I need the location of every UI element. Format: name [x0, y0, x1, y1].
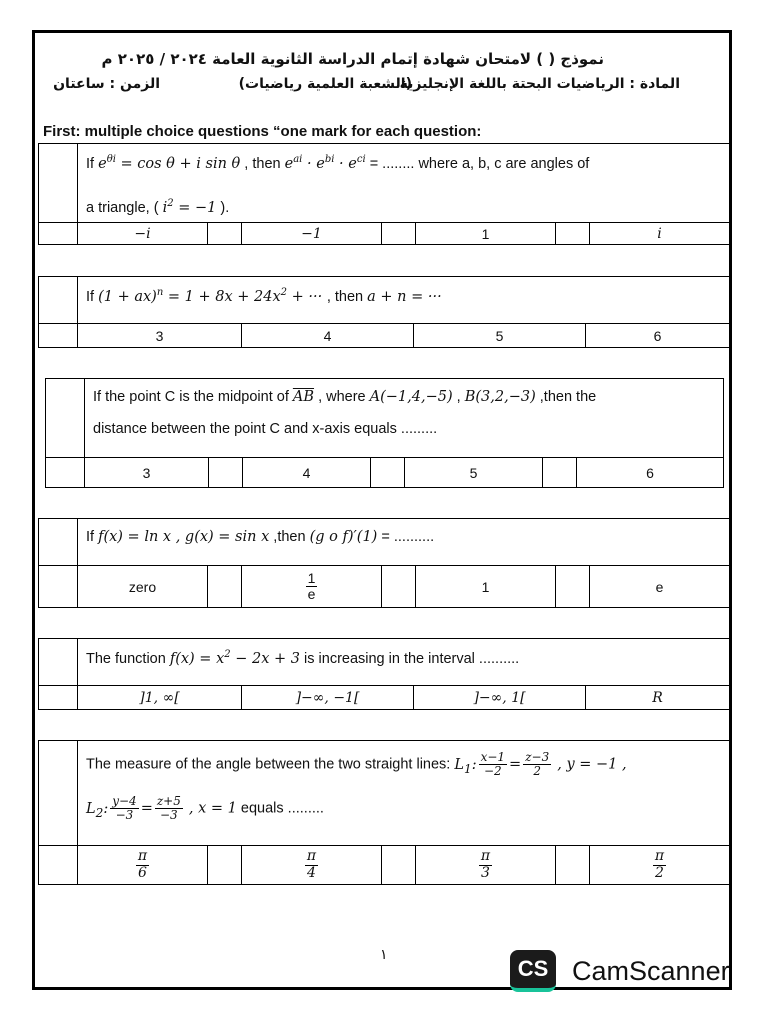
option-b[interactable]: 4: [241, 324, 413, 347]
branch-label: (الشعبة العلمية رياضيات): [238, 76, 412, 92]
question-3: [45, 378, 724, 488]
question-text: = ........ where a, b, c are angles of: [369, 155, 590, 172]
option-c[interactable]: 5: [404, 458, 542, 487]
options-row: [39, 845, 729, 884]
camscanner-logo-icon: CS: [510, 950, 556, 992]
question-text: ,then: [273, 529, 306, 545]
question-stem: The measure of the angle between the two straight lines: $L_1$: $\frac{x-1}{-2}$ = $\frac{z-3}{2}$ , y = −1 , $L_2$: $\frac{y-4}{-3}$ = $\frac{z+5}{-3}$ , x = 1 equals .........: [77, 741, 729, 845]
question-text: is increasing in the interval ..........: [304, 650, 520, 667]
question-5: [38, 638, 730, 710]
option-a[interactable]: 3: [84, 458, 208, 487]
options-row: [39, 685, 729, 709]
question-text: , where: [318, 389, 366, 405]
question-1: [38, 143, 730, 245]
option-a[interactable]: ]1, ∞[: [77, 686, 241, 709]
option-c[interactable]: ]−∞, 1[: [413, 686, 585, 709]
option-c[interactable]: $\frac{\pi}{3}$: [415, 846, 555, 884]
question-text: distance between the point C and x-axis equals .........: [93, 421, 438, 437]
question-stem: If $e^{\theta i} = \cos \theta + i$ sin θ , then $e^{ai} \cdot e^{bi} \cdot e^{ci}$ = ........ where a, b, c are angles of a triangle, ( $i^2 = -1$ ).: [77, 144, 729, 222]
question-text: The function: [86, 650, 166, 667]
question-stem: If $(1 + ax)^n = 1 + 8x + 24x^2$ + ··· , then a + n = ···: [77, 277, 729, 323]
option-a[interactable]: −i: [77, 223, 207, 244]
question-2: [38, 276, 730, 348]
option-d[interactable]: i: [589, 223, 729, 244]
option-d[interactable]: e: [589, 566, 729, 607]
option-b[interactable]: 4: [242, 458, 370, 487]
question-stem: If f(x) = ln x , g(x) = sin x ,then (g o f)′(1) = ..........: [77, 519, 729, 565]
exam-title: نموذج ( ) لامتحان شهادة إتمام الدراسة الثانوية العامة ٢٠٢٤ / ٢٠٢٥ م: [101, 50, 604, 68]
option-d[interactable]: R: [585, 686, 729, 709]
option-b[interactable]: [241, 566, 381, 607]
option-a[interactable]: $\frac{\pi}{6}$: [77, 846, 207, 884]
option-c[interactable]: 1: [415, 566, 555, 607]
question-text: ,then the: [539, 389, 597, 405]
options-row: [39, 222, 729, 244]
option-d[interactable]: 6: [576, 458, 723, 487]
question-stem: If the point C is the midpoint of $\overline{AB}$ , where A(−1,4,−5) , B(3,2,−3) ,then the distance between the point C and x-axis equals .........: [84, 379, 723, 457]
section-title: First: multiple choice questions “one mark for each question:: [43, 123, 482, 140]
option-a[interactable]: zero: [77, 566, 207, 607]
option-d[interactable]: $\frac{\pi}{2}$: [589, 846, 729, 884]
fraction-one-over-e: $\frac{1}{e}$: [307, 569, 316, 602]
question-text: = ..........: [381, 529, 435, 545]
question-text: a triangle, (: [86, 199, 159, 216]
subject-label: المادة : الرياضيات البحتة باللغة الإنجليزية: [399, 76, 680, 92]
question-stem: The function $f(x) = x^2 - 2x + 3$ is increasing in the interval ..........: [77, 639, 729, 685]
options-row: [46, 457, 723, 487]
options-row: [39, 323, 729, 347]
option-a[interactable]: 3: [77, 324, 241, 347]
time-label: الزمن : ساعتان: [53, 76, 160, 92]
option-b[interactable]: ]−∞, −1[: [241, 686, 413, 709]
question-6: [38, 740, 730, 885]
question-4: [38, 518, 730, 608]
option-c[interactable]: 1: [415, 223, 555, 244]
question-text: If the point C is the midpoint of: [93, 389, 289, 405]
question-text: The measure of the angle between the two straight lines:: [86, 756, 451, 773]
options-row: [39, 565, 729, 607]
camscanner-watermark: [510, 950, 760, 996]
page-number: ١: [380, 946, 388, 962]
question-text: , then: [326, 288, 364, 305]
option-d[interactable]: 6: [585, 324, 729, 347]
question-text: equals .........: [240, 800, 324, 817]
option-b[interactable]: $\frac{\pi}{4}$: [241, 846, 381, 884]
camscanner-text: CamScanner: [572, 956, 730, 986]
option-b[interactable]: −1: [241, 223, 381, 244]
option-c[interactable]: 5: [413, 324, 585, 347]
